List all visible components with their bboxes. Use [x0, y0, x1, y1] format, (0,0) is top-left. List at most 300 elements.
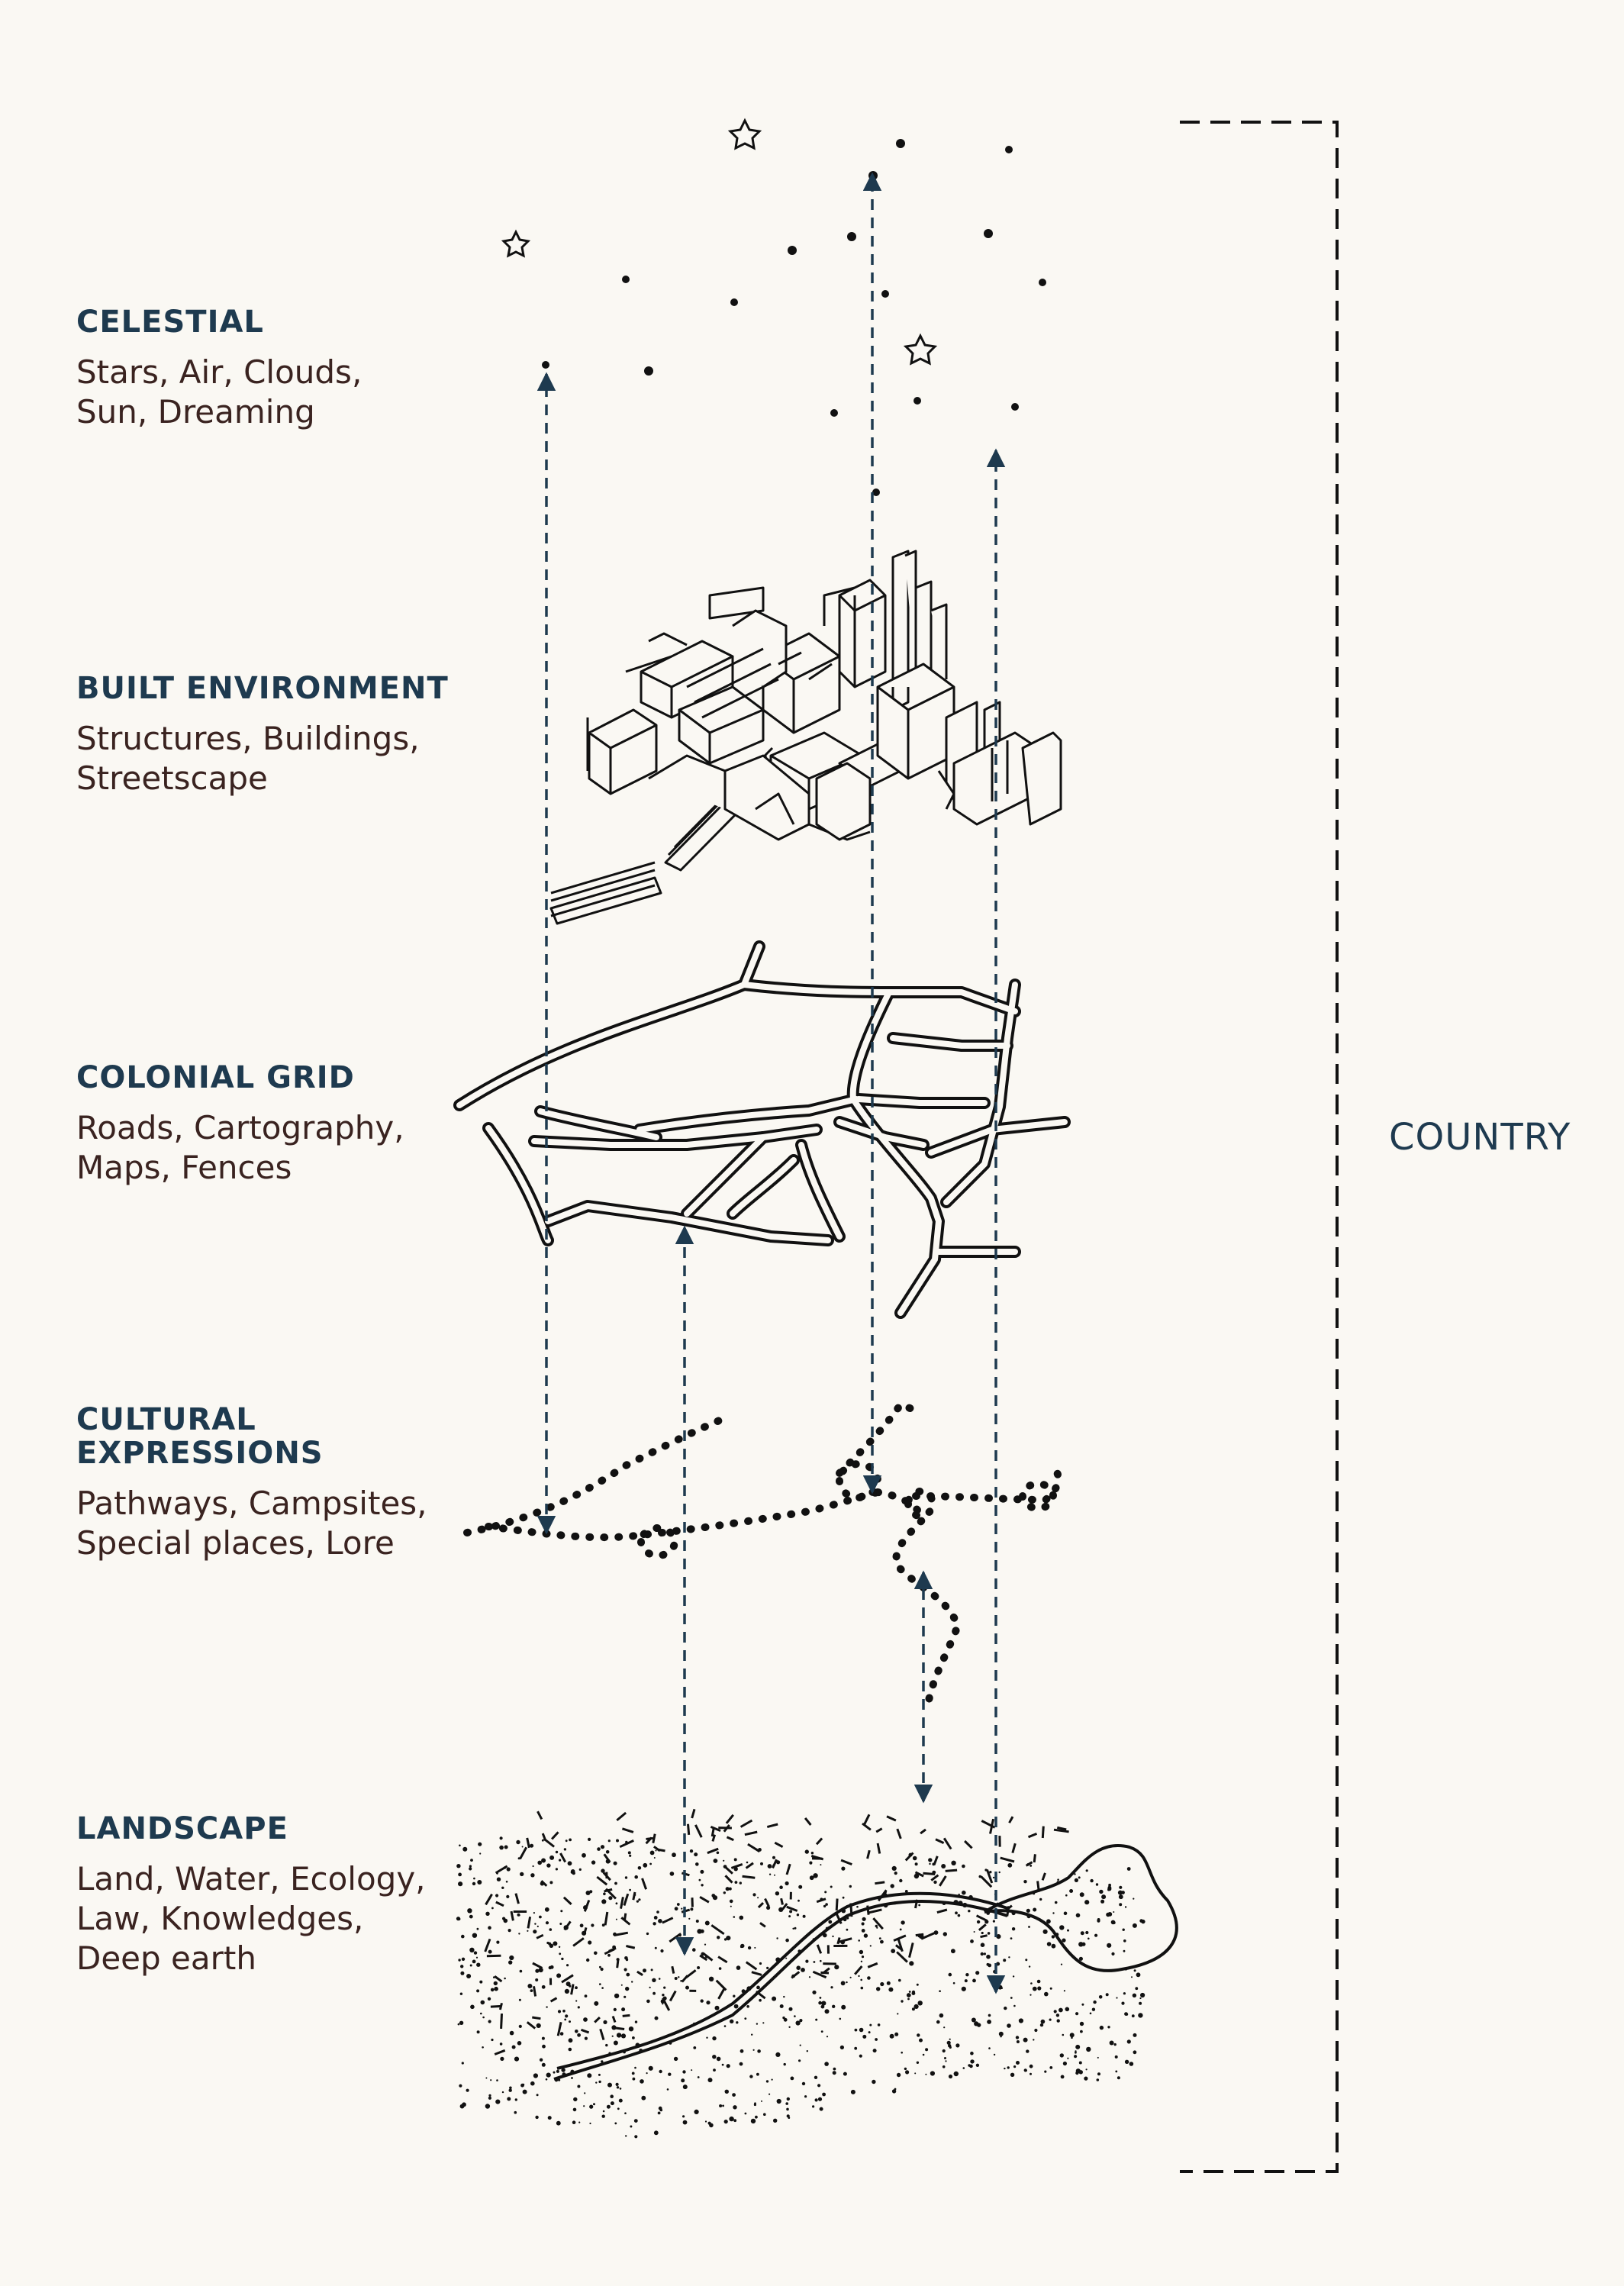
- landscape-stipple: [1007, 2023, 1011, 2028]
- landscape-stipple: [944, 2057, 946, 2059]
- landscape-stipple: [518, 1933, 520, 1934]
- landscape-hatch: [836, 1899, 837, 1911]
- landscape-hatch: [743, 1876, 756, 1878]
- landscape-stipple: [1061, 2075, 1065, 2079]
- landscape-stipple: [939, 2014, 944, 2018]
- landscape-stipple: [1050, 1988, 1052, 1990]
- landscape-stipple: [763, 2113, 766, 2116]
- landscape-stipple: [746, 1862, 749, 1864]
- landscape-stipple: [734, 2004, 739, 2009]
- landscape-stipple: [805, 1849, 809, 1853]
- landscape-hatch: [916, 1934, 923, 1935]
- landscape-stipple: [888, 1988, 893, 1992]
- landscape-stipple: [1033, 1908, 1036, 1912]
- landscape-stipple: [1023, 2038, 1028, 2043]
- landscape-stipple: [601, 1899, 606, 1904]
- landscape-stipple: [500, 2057, 504, 2061]
- landscape-stipple: [999, 2032, 1004, 2036]
- landscape-stipple: [1030, 2073, 1032, 2075]
- landscape-hatch: [643, 1878, 646, 1889]
- landscape-hatch: [977, 1916, 988, 1921]
- landscape-stipple: [614, 1862, 617, 1865]
- landscape-stipple: [994, 2054, 995, 2055]
- landscape-hatch: [688, 1824, 689, 1835]
- landscape-stipple: [670, 1872, 675, 1876]
- landscape-stipple: [736, 2021, 738, 2023]
- landscape-stipple: [607, 2105, 611, 2109]
- landscape-stipple: [504, 1846, 508, 1849]
- landscape-stipple: [620, 2088, 622, 2090]
- landscape-stipple: [569, 2038, 573, 2043]
- landscape-stipple: [733, 1916, 736, 1918]
- landscape-stipple: [901, 2000, 903, 2002]
- landscape-stipple: [812, 1991, 816, 1994]
- landscape-stipple: [566, 1981, 571, 1986]
- landscape-stipple: [621, 1985, 623, 1986]
- landscape-stipple: [787, 2097, 790, 2101]
- landscape-stipple: [584, 2092, 585, 2094]
- landscape-stipple: [699, 1879, 701, 1881]
- landscape-stipple: [535, 1969, 539, 1973]
- landscape-stipple: [636, 2043, 640, 2047]
- landscape-hatch: [1013, 1843, 1016, 1852]
- landscape-stipple: [696, 1920, 699, 1923]
- landscape-stipple: [494, 1987, 498, 1991]
- landscape-stipple: [897, 2073, 901, 2077]
- landscape-stipple: [753, 2049, 755, 2051]
- landscape-stipple: [1110, 2041, 1114, 2046]
- landscape-stipple: [697, 1966, 700, 1969]
- landscape-stipple: [815, 2098, 818, 2101]
- landscape-hatch: [495, 2050, 505, 2054]
- landscape-stipple: [1010, 1997, 1013, 1999]
- landscape-stipple: [517, 2041, 522, 2046]
- landscape-stipple: [585, 1994, 588, 1997]
- landscape-stipple: [785, 1958, 787, 1959]
- landscape-hatch: [727, 1837, 734, 1840]
- landscape-stipple: [1062, 1939, 1065, 1943]
- landscape-stipple: [646, 1933, 649, 1935]
- landscape-stipple: [643, 1968, 646, 1972]
- landscape-stipple: [986, 1911, 990, 1915]
- landscape-stipple: [546, 1863, 550, 1867]
- landscape-stipple: [925, 2074, 926, 2075]
- landscape-stipple: [798, 1885, 802, 1889]
- landscape-stipple: [965, 1979, 968, 1982]
- landscape-stipple: [818, 2097, 822, 2101]
- layer-title: LANDSCAPE: [76, 1811, 288, 1846]
- landscape-stipple: [1094, 1934, 1097, 1937]
- landscape-stipple: [617, 2086, 619, 2088]
- landscape-stipple: [617, 2033, 621, 2037]
- landscape-stipple: [1138, 2013, 1142, 2017]
- landscape-stipple: [624, 2112, 627, 2114]
- landscape-stipple: [556, 1868, 558, 1870]
- landscape-stipple: [1114, 2043, 1116, 2046]
- landscape-stipple: [814, 1961, 816, 1963]
- landscape-stipple: [860, 1979, 862, 1981]
- landscape-stipple: [488, 2020, 491, 2023]
- landscape-stipple: [785, 1881, 789, 1885]
- landscape-stipple: [560, 2032, 564, 2036]
- landscape-stipple: [667, 2088, 669, 2091]
- layer-description: Roads, Cartography, Maps, Fences: [76, 1109, 404, 1186]
- landscape-stipple: [805, 1960, 808, 1963]
- landscape-hatch: [746, 1863, 753, 1868]
- landscape-hatch: [781, 1898, 783, 1904]
- landscape-stipple: [616, 1839, 619, 1843]
- landscape-stipple: [586, 1891, 591, 1895]
- landscape-hatch: [865, 1814, 869, 1824]
- landscape-stipple: [1013, 1975, 1014, 1977]
- landscape-stipple: [823, 1905, 826, 1907]
- landscape-stipple: [917, 2062, 919, 2064]
- landscape-stipple: [830, 1886, 833, 1888]
- landscape-stipple: [976, 2064, 979, 2067]
- landscape-stipple: [1059, 1925, 1064, 1930]
- landscape-stipple: [959, 1894, 960, 1895]
- landscape-stipple: [782, 2017, 785, 2019]
- landscape-stipple: [777, 2099, 781, 2104]
- landscape-hatch: [727, 1815, 733, 1823]
- landscape-stipple: [796, 1965, 801, 1970]
- landscape-stipple: [899, 1879, 902, 1882]
- cultural-pathways: [467, 1404, 1058, 1710]
- landscape-stipple: [559, 1923, 562, 1925]
- landscape-stipple: [730, 1900, 733, 1904]
- landscape-stipple: [568, 1861, 572, 1865]
- landscape-stipple: [943, 2026, 945, 2028]
- landscape-stipple: [577, 2085, 580, 2088]
- landscape-stipple: [616, 2083, 619, 2086]
- landscape-stipple: [569, 2020, 571, 2023]
- landscape-stipple: [539, 1916, 542, 1919]
- landscape-stipple: [724, 2025, 727, 2027]
- landscape-stipple: [1134, 1969, 1136, 1972]
- landscape-stipple: [923, 2054, 925, 2056]
- landscape-stipple: [780, 2004, 784, 2008]
- landscape-stipple: [654, 1857, 656, 1859]
- landscape-stipple: [573, 2097, 577, 2101]
- landscape-stipple: [759, 1999, 762, 2002]
- landscape-stipple: [566, 1839, 568, 1842]
- landscape-stipple: [1111, 1920, 1116, 1925]
- landscape-stipple: [958, 1914, 961, 1917]
- landscape-stipple: [1017, 2040, 1020, 2043]
- landscape-stipple: [643, 1863, 647, 1868]
- landscape-stipple: [1067, 1930, 1069, 1932]
- landscape-hatch: [1034, 1854, 1035, 1862]
- landscape-stipple: [605, 2044, 607, 2046]
- landscape-stipple: [594, 1952, 598, 1956]
- landscape-stipple: [824, 2062, 829, 2066]
- landscape-stipple: [1030, 2065, 1033, 2068]
- landscape-stipple: [1088, 1938, 1090, 1940]
- landscape-stipple: [635, 2020, 637, 2023]
- landscape-stipple: [843, 2072, 847, 2076]
- landscape-hatch: [931, 1875, 938, 1881]
- landscape-hatch: [923, 1873, 936, 1874]
- landscape-stipple: [1127, 2039, 1131, 2043]
- landscape-stipple: [999, 1872, 1000, 1873]
- landscape-stipple: [734, 1858, 737, 1861]
- landscape-stipple: [984, 1952, 986, 1955]
- landscape-stipple: [1052, 1935, 1055, 1938]
- landscape-stipple: [535, 1978, 538, 1981]
- landscape-stipple: [821, 2005, 825, 2009]
- landscape-hatch: [594, 2017, 600, 2022]
- landscape-stipple: [719, 2104, 722, 2107]
- landscape-hatch: [1054, 1830, 1069, 1832]
- layer-title: BUILT ENVIRONMENT: [76, 671, 449, 706]
- landscape-stipple: [942, 1901, 946, 1905]
- landscape-stipple: [693, 2023, 695, 2025]
- landscape-stipple: [712, 2055, 716, 2059]
- landscape-stipple: [1033, 1892, 1035, 1894]
- landscape-stipple: [981, 1943, 985, 1947]
- landscape-stipple: [509, 2089, 512, 2092]
- landscape-hatch: [711, 1925, 723, 1934]
- landscape-stipple: [462, 2062, 464, 2064]
- landscape-stipple: [599, 1983, 601, 1985]
- landscape-stipple: [1007, 1863, 1012, 1868]
- landscape-stipple: [798, 1900, 800, 1902]
- landscape-hatch: [511, 1911, 513, 1920]
- landscape-stipple: [1046, 1919, 1051, 1923]
- landscape-stipple: [858, 1939, 860, 1942]
- landscape-stipple: [601, 1987, 604, 1989]
- landscape-stipple: [735, 1881, 738, 1884]
- landscape-stipple: [766, 1967, 768, 1969]
- landscape-stipple: [1123, 1950, 1126, 1952]
- landscape-hatch: [817, 1899, 826, 1902]
- landscape-stipple: [1092, 2008, 1095, 2011]
- landscape-stipple: [536, 2094, 539, 2096]
- landscape-stipple: [588, 1940, 591, 1944]
- landscape-stipple: [850, 1977, 852, 1978]
- landscape-stipple: [962, 1987, 966, 1991]
- landscape-stipple: [508, 1929, 511, 1932]
- landscape-stipple: [824, 1891, 826, 1893]
- landscape-stipple: [751, 2034, 752, 2036]
- landscape-stipple: [683, 2084, 688, 2089]
- landscape-stipple: [580, 1923, 584, 1927]
- landscape-stipple: [522, 1846, 524, 1848]
- landscape-hatch: [946, 1870, 957, 1871]
- landscape-stipple: [660, 1949, 663, 1952]
- landscape-stipple: [659, 1978, 661, 1980]
- landscape-stipple: [698, 2076, 700, 2078]
- landscape-stipple: [996, 1903, 1000, 1907]
- landscape-stipple: [1125, 1906, 1126, 1907]
- landscape-stipple: [1049, 2066, 1052, 2069]
- landscape-stipple: [709, 2123, 714, 2128]
- landscape-stipple: [651, 1968, 653, 1971]
- landscape-stipple: [951, 1861, 955, 1865]
- landscape-hatch: [533, 1963, 543, 1968]
- landscape-stipple: [691, 2069, 692, 2071]
- landscape-hatch: [672, 1966, 674, 1973]
- landscape-stipple: [862, 1956, 864, 1958]
- landscape-stipple: [1044, 1992, 1049, 1997]
- landscape-stipple: [1093, 2001, 1096, 2004]
- landscape-stipple: [736, 1965, 741, 1970]
- landscape-stipple: [791, 2077, 794, 2081]
- landscape-stipple: [556, 1851, 558, 1853]
- landscape-stipple: [1010, 2073, 1014, 2077]
- landscape-stipple: [900, 1929, 902, 1931]
- landscape-stipple: [632, 2036, 635, 2039]
- landscape-stipple: [907, 1993, 911, 1997]
- landscape-stipple: [1013, 2065, 1016, 2068]
- landscape-stipple: [1010, 1937, 1013, 1939]
- landscape-hatch: [868, 1910, 882, 1913]
- landscape-stipple: [652, 1992, 656, 1995]
- landscape-stipple: [797, 1914, 799, 1916]
- landscape-stipple: [988, 1964, 991, 1968]
- landscape-stipple: [761, 2101, 762, 2102]
- landscape-stipple: [826, 1927, 829, 1930]
- landscape-stipple: [566, 1964, 569, 1966]
- landscape-stipple: [564, 1848, 566, 1850]
- landscape-stipple: [955, 2043, 959, 2047]
- landscape-stipple: [621, 2007, 625, 2011]
- landscape-hatch: [718, 1957, 727, 1962]
- landscape-stipple: [579, 1868, 582, 1871]
- landscape-stipple: [949, 2075, 952, 2078]
- landscape-hatch: [787, 1864, 790, 1875]
- landscape-stipple: [708, 2078, 713, 2082]
- landscape-stipple: [1065, 2007, 1070, 2012]
- landscape-stipple: [625, 1987, 629, 1991]
- landscape-stipple: [599, 1966, 601, 1968]
- landscape-stipple: [616, 1919, 617, 1920]
- landscape-stipple: [724, 1938, 727, 1940]
- landscape-stipple: [773, 2119, 777, 2123]
- landscape-hatch: [637, 1972, 643, 1975]
- landscape-stipple: [694, 1852, 698, 1856]
- landscape-stipple: [520, 1872, 524, 1876]
- landscape-stipple: [530, 2081, 535, 2086]
- landscape-stipple: [1057, 1881, 1060, 1884]
- landscape-stipple: [514, 2057, 519, 2062]
- landscape-hatch: [551, 1998, 557, 2002]
- landscape-water-body: [984, 1846, 1177, 1971]
- landscape-stipple: [912, 1991, 916, 1995]
- landscape-stipple: [1108, 1884, 1111, 1887]
- landscape-stipple: [832, 1936, 833, 1937]
- landscape-stipple: [595, 2081, 597, 2083]
- landscape-stipple: [993, 1920, 995, 1923]
- landscape-stipple: [569, 1839, 572, 1842]
- landscape-stipple: [1080, 2030, 1083, 2033]
- landscape-stipple: [535, 2116, 538, 2119]
- landscape-hatch: [838, 1938, 839, 1944]
- landscape-stipple: [565, 2014, 568, 2017]
- landscape-stipple: [1030, 1865, 1032, 1867]
- landscape-hatch: [562, 1975, 573, 1982]
- landscape-stipple: [804, 2095, 807, 2097]
- landscape-stipple: [553, 1941, 557, 1946]
- landscape-stipple: [1037, 1980, 1041, 1984]
- landscape-stipple: [479, 1981, 482, 1984]
- landscape-hatch: [726, 1868, 733, 1874]
- landscape-stipple: [519, 2025, 522, 2028]
- landscape-stipple: [787, 2114, 790, 2117]
- landscape-hatch: [745, 1832, 757, 1835]
- landscape-stipple: [485, 2104, 490, 2108]
- landscape-stipple: [1075, 2012, 1078, 2015]
- landscape-stipple: [575, 2000, 577, 2001]
- landscape-stipple: [901, 2052, 903, 2054]
- landscape-hatch: [805, 1818, 810, 1825]
- landscape-hatch: [910, 1943, 914, 1957]
- landscape-stipple: [905, 2070, 909, 2074]
- landscape-stipple: [941, 1864, 946, 1868]
- landscape-hatch: [719, 1989, 724, 1999]
- landscape-stipple: [1097, 2057, 1099, 2059]
- landscape-stipple: [1127, 1867, 1131, 1871]
- landscape-stipple: [870, 1945, 872, 1946]
- landscape-stipple: [701, 1930, 704, 1933]
- landscape-stipple: [846, 1917, 849, 1919]
- landscape-hatch: [868, 1963, 878, 1967]
- landscape-stipple: [685, 1986, 689, 1990]
- landscape-stipple: [919, 2039, 923, 2043]
- landscape-hatch: [981, 1936, 988, 1937]
- landscape-stipple: [1076, 1914, 1081, 1918]
- landscape-stipple: [500, 2043, 503, 2046]
- landscape-stipple: [608, 2052, 611, 2055]
- landscape-stipple: [1024, 2068, 1027, 2072]
- landscape-stipple: [909, 1991, 911, 1993]
- landscape-stipple: [565, 1989, 569, 1994]
- layer-description: Structures, Buildings, Streetscape: [76, 720, 420, 797]
- landscape-stipple: [1012, 1927, 1015, 1930]
- landscape-stipple: [1039, 1898, 1042, 1901]
- landscape-stipple: [1100, 2026, 1104, 2030]
- landscape-stipple: [634, 1875, 638, 1879]
- landscape-hatch: [560, 1853, 565, 1862]
- landscape-stipple: [540, 2059, 543, 2062]
- landscape-stipple: [869, 2024, 872, 2026]
- landscape-stipple: [917, 1984, 919, 1986]
- landscape-stipple: [959, 1901, 963, 1905]
- landscape-stipple: [879, 1937, 881, 1939]
- landscape-stipple: [733, 2119, 736, 2122]
- landscape-stipple: [740, 1916, 744, 1920]
- landscape-stipple: [633, 2078, 636, 2081]
- landscape-stipple: [953, 1982, 955, 1985]
- landscape-stipple: [789, 1910, 792, 1913]
- landscape-hatch: [597, 1877, 607, 1885]
- landscape-stipple: [1097, 1920, 1100, 1923]
- landscape-stipple: [740, 1946, 743, 1948]
- landscape-stipple: [725, 2090, 727, 2092]
- landscape-stipple: [652, 1978, 656, 1982]
- landscape-stipple: [638, 1866, 642, 1870]
- landscape-stipple: [482, 2046, 484, 2049]
- landscape-hatch: [817, 1945, 821, 1953]
- landscape-stipple: [786, 2108, 789, 2111]
- landscape-stipple: [597, 1847, 601, 1851]
- landscape-stipple: [1067, 2058, 1068, 2059]
- landscape-stipple: [744, 2017, 746, 2020]
- landscape-stipple: [821, 2030, 823, 2033]
- landscape-stipple: [530, 1989, 533, 1992]
- landscape-stipple: [904, 2068, 907, 2070]
- landscape-stipple: [1079, 2062, 1082, 2065]
